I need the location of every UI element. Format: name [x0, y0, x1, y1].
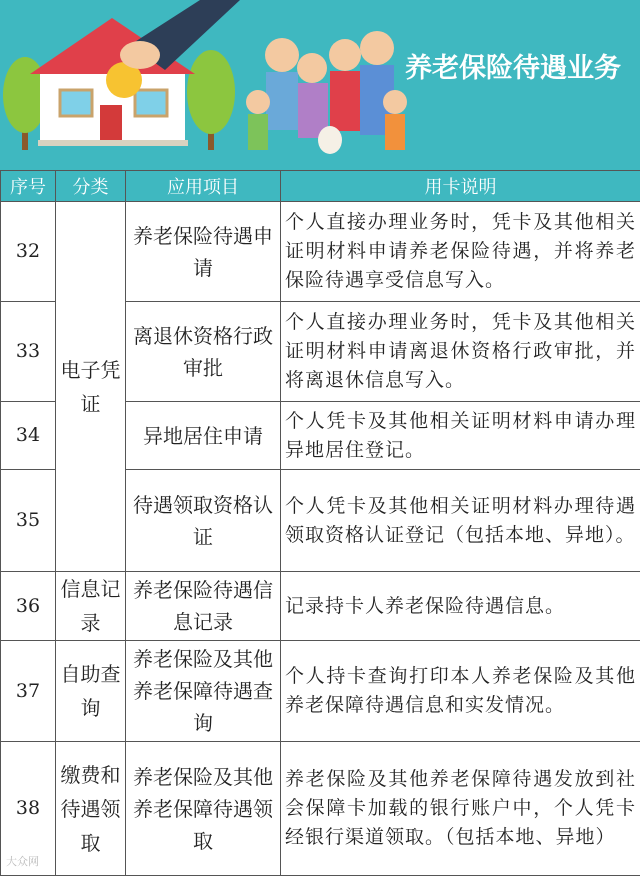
row-desc: 个人持卡查询打印本人养老保险及其他养老保障待遇信息和实发情况。 [281, 641, 640, 742]
row-app: 待遇领取资格认证 [126, 470, 281, 572]
header-num: 序号 [1, 171, 56, 202]
row-num: 38 [1, 742, 56, 876]
banner-illustration [0, 0, 640, 170]
category-self-query: 自助查询 [56, 641, 126, 742]
row-app: 离退休资格行政审批 [126, 302, 281, 402]
row-desc: 个人直接办理业务时，凭卡及其他相关证明材料申请养老保险待遇，并将养老保险待遇享受信息写入。 [281, 202, 640, 302]
row-desc: 个人凭卡及其他相关证明材料办理待遇领取资格认证登记（包括本地、异地）。 [281, 470, 640, 572]
header-app: 应用项目 [126, 171, 281, 202]
row-num: 32 [1, 202, 56, 302]
tree-right-icon [187, 50, 235, 150]
family-icon [246, 31, 407, 154]
row-num: 34 [1, 402, 56, 470]
business-table [0, 170, 640, 876]
table-row [1, 572, 640, 641]
table-row [1, 202, 640, 302]
row-app: 养老保险及其他养老保障待遇查询 [126, 641, 281, 742]
row-desc: 个人凭卡及其他相关证明材料申请办理异地居住登记。 [281, 402, 640, 470]
table-row [1, 641, 640, 742]
banner [0, 0, 640, 170]
header-desc: 用卡说明 [281, 171, 640, 202]
row-app: 养老保险待遇信息记录 [126, 572, 281, 641]
watermark: 大众网 [6, 855, 39, 868]
category-electronic: 电子凭证 [56, 202, 126, 572]
header-category: 分类 [56, 171, 126, 202]
row-num: 35 [1, 470, 56, 572]
banner-title: 养老保险待遇业务 [405, 53, 621, 84]
category-payment: 缴费和待遇领取 [56, 742, 126, 876]
row-num: 33 [1, 302, 56, 402]
table-row [1, 742, 640, 876]
row-app: 养老保险及其他养老保障待遇领取 [126, 742, 281, 876]
row-num: 37 [1, 641, 56, 742]
row-num: 36 [1, 572, 56, 641]
row-desc: 记录持卡人养老保险待遇信息。 [281, 572, 640, 641]
table-header-row [1, 171, 640, 202]
row-app: 养老保险待遇申请 [126, 202, 281, 302]
row-desc: 个人直接办理业务时，凭卡及其他相关证明材料申请离退休资格行政审批，并将离退休信息写入。 [281, 302, 640, 402]
category-record: 信息记录 [56, 572, 126, 641]
row-desc: 养老保险及其他养老保障待遇发放到社会保障卡加载的银行账户中，个人凭卡经银行渠道领取。（包括本地、异地） [281, 742, 640, 876]
row-app: 异地居住申请 [126, 402, 281, 470]
